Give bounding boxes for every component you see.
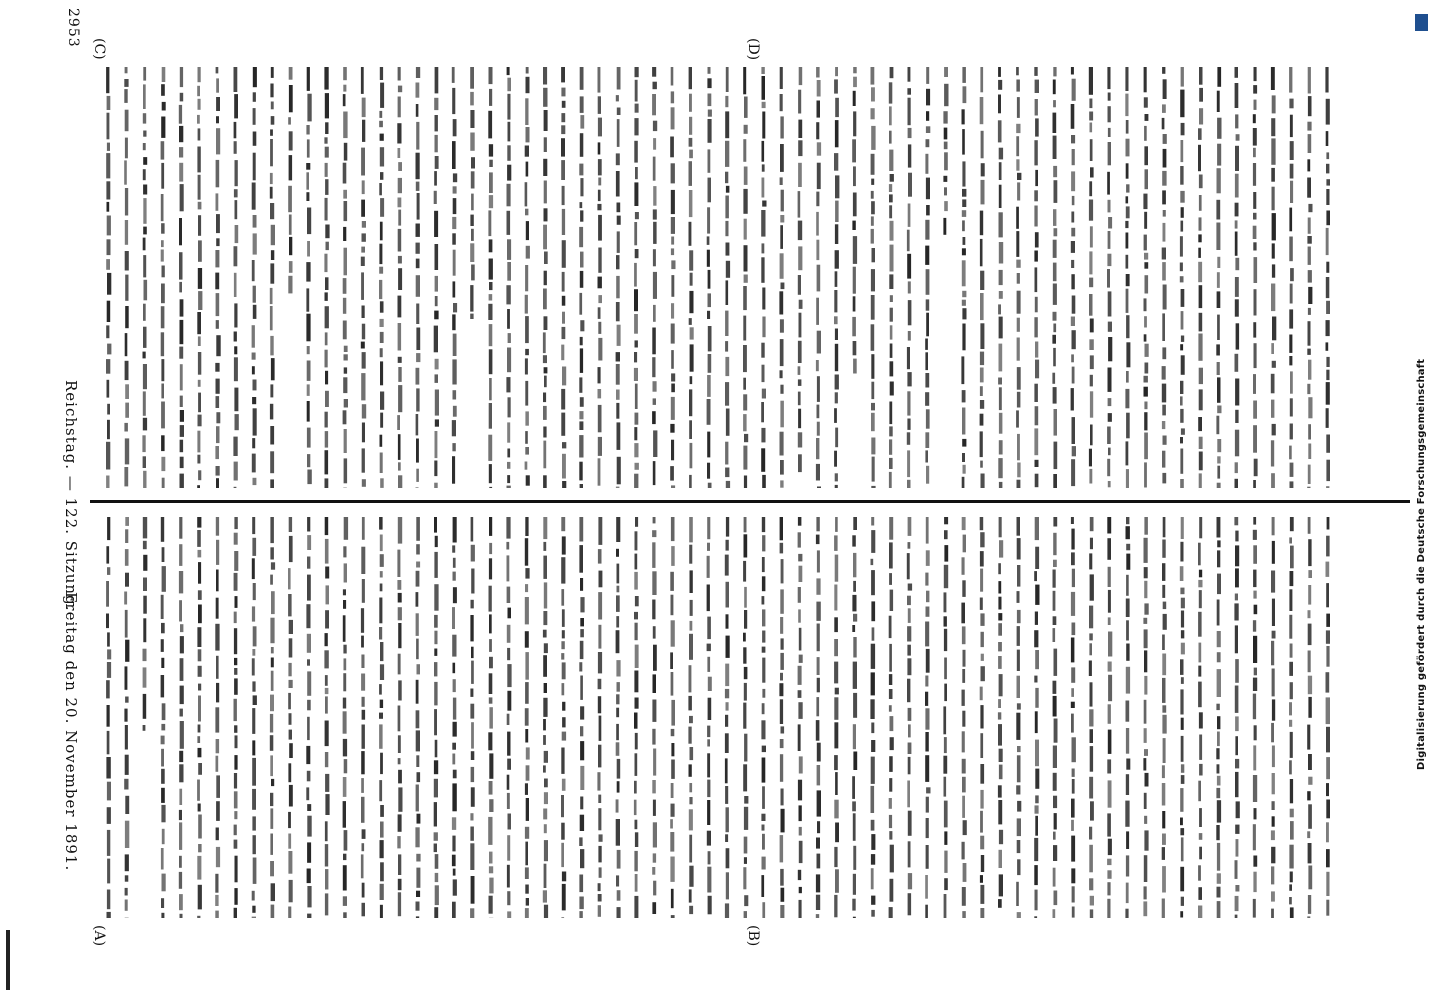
text-line bbox=[743, 67, 748, 488]
text-line bbox=[197, 67, 202, 488]
header-date bbox=[63, 592, 78, 871]
text-line bbox=[470, 67, 475, 319]
text-line bbox=[1198, 67, 1203, 488]
text-line bbox=[980, 517, 985, 918]
text-line bbox=[179, 517, 184, 918]
text-line bbox=[1198, 517, 1203, 918]
text-line bbox=[1071, 517, 1076, 918]
text-line bbox=[1162, 517, 1167, 918]
text-line bbox=[1107, 67, 1112, 487]
text-line bbox=[270, 517, 275, 918]
text-line bbox=[925, 517, 931, 918]
text-line bbox=[452, 67, 457, 484]
text-line bbox=[1125, 67, 1130, 488]
text-line bbox=[252, 517, 257, 918]
text-line bbox=[998, 517, 1003, 908]
page-number bbox=[66, 8, 80, 48]
digitization-note bbox=[1417, 359, 1427, 770]
text-line bbox=[1180, 67, 1185, 488]
text-line bbox=[1089, 517, 1094, 918]
text-column-upper bbox=[100, 65, 1330, 490]
text-line bbox=[1016, 67, 1021, 488]
text-line bbox=[597, 67, 602, 486]
text-lines-lower bbox=[100, 515, 1330, 920]
text-line bbox=[798, 67, 803, 472]
text-line bbox=[379, 67, 384, 488]
text-line bbox=[652, 67, 657, 485]
text-line bbox=[543, 517, 548, 918]
marker-c: (C) bbox=[91, 38, 107, 60]
text-line bbox=[616, 517, 621, 918]
text-line bbox=[1326, 517, 1331, 916]
text-line bbox=[1253, 67, 1258, 488]
text-line bbox=[1307, 67, 1312, 488]
text-line bbox=[543, 67, 548, 488]
text-line bbox=[252, 67, 257, 485]
text-line bbox=[1216, 517, 1221, 918]
text-line bbox=[1325, 67, 1330, 488]
text-line bbox=[470, 517, 475, 918]
dfg-logo bbox=[1415, 14, 1428, 31]
text-line bbox=[1271, 517, 1276, 918]
text-line bbox=[1235, 67, 1240, 488]
text-lines-upper bbox=[100, 65, 1330, 490]
text-line bbox=[980, 67, 985, 488]
text-line bbox=[343, 517, 348, 918]
text-line bbox=[1162, 67, 1167, 483]
text-line bbox=[506, 517, 511, 918]
text-line bbox=[579, 67, 584, 488]
text-line bbox=[688, 517, 693, 914]
text-line bbox=[1271, 67, 1277, 488]
text-line bbox=[1053, 517, 1058, 918]
text-line bbox=[816, 67, 821, 488]
text-line bbox=[234, 517, 239, 918]
text-line bbox=[488, 67, 493, 488]
text-line bbox=[124, 517, 129, 918]
text-line bbox=[561, 67, 566, 488]
header-session: Reichstag. — 122. Sitzung. bbox=[62, 380, 80, 612]
text-line bbox=[1307, 517, 1312, 918]
text-line bbox=[725, 67, 730, 488]
text-line bbox=[379, 517, 384, 918]
header-left bbox=[63, 380, 78, 611]
text-line bbox=[725, 517, 730, 918]
text-line bbox=[397, 517, 402, 916]
text-line bbox=[743, 517, 748, 918]
text-line bbox=[616, 67, 621, 488]
page-number-text: 2953 bbox=[65, 8, 81, 48]
text-line bbox=[434, 67, 439, 488]
text-line bbox=[1143, 67, 1148, 488]
text-line bbox=[1107, 517, 1112, 918]
text-line bbox=[670, 67, 675, 488]
text-line bbox=[215, 517, 220, 918]
text-line bbox=[761, 67, 766, 488]
column-divider bbox=[90, 500, 1410, 503]
text-line bbox=[306, 67, 312, 484]
text-line bbox=[1071, 67, 1076, 486]
text-line bbox=[852, 67, 857, 374]
marker-d: (D) bbox=[745, 38, 761, 61]
text-line bbox=[761, 517, 766, 918]
text-line bbox=[1289, 67, 1294, 488]
text-line bbox=[561, 517, 566, 918]
text-line bbox=[707, 517, 712, 914]
text-line bbox=[143, 517, 148, 731]
text-line bbox=[288, 67, 293, 293]
text-line bbox=[361, 67, 366, 487]
text-line bbox=[889, 517, 894, 918]
text-line bbox=[961, 517, 966, 918]
text-line bbox=[142, 67, 147, 488]
text-line bbox=[870, 517, 875, 917]
text-line bbox=[943, 67, 948, 235]
text-line bbox=[452, 517, 457, 918]
text-line bbox=[579, 517, 584, 918]
text-line bbox=[434, 517, 439, 918]
text-line bbox=[161, 67, 166, 488]
text-line bbox=[652, 517, 657, 914]
text-line bbox=[488, 517, 493, 918]
text-line bbox=[1052, 67, 1057, 488]
text-line bbox=[1089, 67, 1094, 484]
text-line bbox=[161, 517, 166, 918]
text-line bbox=[889, 67, 894, 488]
text-line bbox=[871, 67, 876, 488]
text-line bbox=[415, 517, 420, 918]
text-line bbox=[1180, 517, 1185, 918]
text-column-lower bbox=[100, 515, 1330, 920]
text-line bbox=[634, 517, 639, 918]
marker-a: (A) bbox=[91, 925, 107, 947]
text-line bbox=[106, 517, 111, 918]
text-line bbox=[215, 67, 220, 488]
text-line bbox=[961, 67, 966, 488]
text-line bbox=[124, 67, 129, 486]
text-line bbox=[907, 517, 912, 915]
text-line bbox=[288, 517, 293, 918]
text-line bbox=[525, 67, 530, 486]
text-line bbox=[1034, 517, 1039, 918]
text-line bbox=[197, 517, 202, 918]
text-line bbox=[233, 67, 238, 488]
text-line bbox=[907, 67, 912, 488]
marker-b: (B) bbox=[745, 925, 761, 947]
text-line bbox=[1143, 517, 1148, 916]
text-line bbox=[779, 67, 784, 488]
header-date-text: Freitag den 20. November 1891. bbox=[62, 592, 80, 872]
text-line bbox=[925, 67, 930, 484]
text-line bbox=[779, 517, 784, 918]
text-line bbox=[852, 517, 857, 918]
text-line bbox=[525, 517, 530, 918]
scan-edge-mark bbox=[6, 930, 10, 990]
text-line bbox=[634, 67, 639, 488]
text-line bbox=[834, 67, 839, 488]
text-line bbox=[306, 517, 311, 918]
text-line bbox=[1253, 517, 1257, 918]
text-line bbox=[943, 517, 948, 918]
text-line bbox=[816, 517, 821, 918]
text-line bbox=[106, 67, 111, 488]
text-line bbox=[670, 517, 675, 918]
text-line bbox=[707, 67, 712, 488]
text-line bbox=[1016, 517, 1021, 918]
text-line bbox=[597, 517, 602, 917]
text-line bbox=[324, 67, 329, 488]
text-line bbox=[361, 517, 366, 916]
text-line bbox=[834, 517, 839, 917]
text-line bbox=[179, 67, 184, 488]
text-line bbox=[1125, 517, 1130, 918]
text-line bbox=[1289, 517, 1294, 918]
text-line bbox=[270, 67, 275, 488]
text-line bbox=[397, 67, 402, 488]
text-line bbox=[416, 67, 421, 488]
text-line bbox=[1234, 517, 1239, 918]
text-line bbox=[324, 517, 329, 915]
digitization-note-text: Digitalisierung gefördert durch die Deutsche Forschungsgemeinschaft bbox=[1416, 358, 1427, 770]
text-line bbox=[343, 67, 348, 488]
text-line bbox=[1034, 67, 1039, 487]
text-line bbox=[1216, 67, 1221, 488]
text-line bbox=[998, 67, 1003, 488]
text-line bbox=[506, 67, 511, 488]
text-line bbox=[689, 67, 694, 488]
text-line bbox=[798, 517, 803, 918]
